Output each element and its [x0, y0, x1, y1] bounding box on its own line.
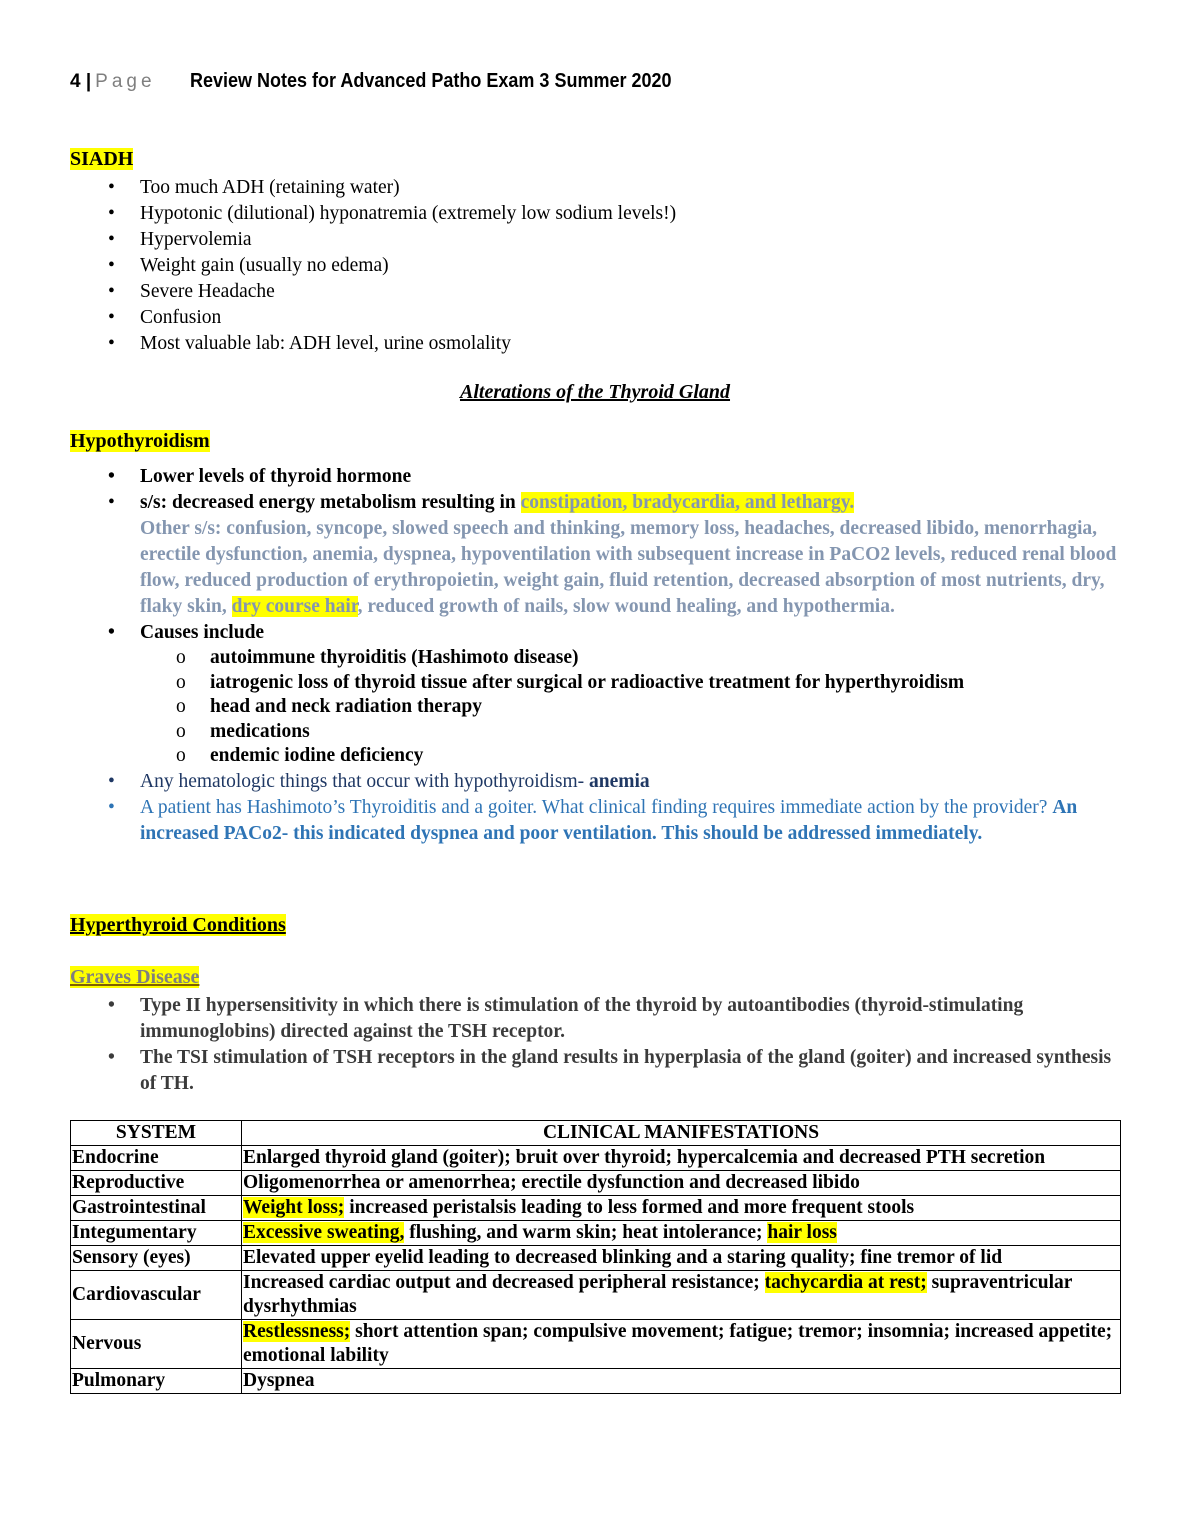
list-item: o autoimmune thyroiditis (Hashimoto disease) [140, 646, 1130, 671]
siadh-heading: SIADH [70, 148, 134, 170]
list-item: o head and neck radiation therapy [140, 695, 1130, 720]
system-cell: Sensory (eyes) [71, 1246, 242, 1271]
list-item: • Too much ADH (retaining water) [70, 175, 1130, 201]
list-item: • Confusion [70, 305, 1130, 331]
system-cell: Cardiovascular [71, 1271, 242, 1320]
system-cell: Integumentary [71, 1221, 242, 1246]
system-cell: Endocrine [71, 1146, 242, 1171]
page-header [70, 70, 725, 100]
list-item: • s/s: decreased energy metabolism resulting in constipation, bradycardia, and lethargy. Other s/s: confusion, syncope, slowed speech and thinking, memory loss, headaches, decreased libido, menorrhagia, erectile dysfunction, anemia, dyspnea, hypoventilation with subsequent increase in PaCO2 levels, reduced renal blood flow, reduced production of erythropoietin, weight gain, fluid retention, decreased absorption of most nutrients, dry, flaky skin, dry course hair, reduced growth of nails, slow wound healing, and hypothermia. [70, 490, 1130, 620]
manifestation-cell: Oligomenorrhea or amenorrhea; erectile dysfunction and decreased libido [242, 1171, 1121, 1196]
list-item: o iatrogenic loss of thyroid tissue after surgical or radioactive treatment for hyperthyroidism [140, 671, 1130, 696]
hypothyroidism-heading: Hypothyroidism [70, 430, 210, 452]
list-item: • Hypervolemia [70, 227, 1130, 253]
hypothyroidism-list [70, 464, 1130, 847]
graves-list [70, 993, 1130, 1097]
list-item: • Severe Headache [70, 279, 1130, 305]
manifestation-cell: Enlarged thyroid gland (goiter); bruit over thyroid; hypercalcemia and decreased PTH secretion [242, 1146, 1121, 1171]
manifestation-cell: Weight loss; increased peristalsis leading to less formed and more frequent stools [242, 1196, 1121, 1221]
manifestation-cell: Restlessness; short attention span; compulsive movement; fatigue; tremor; insomnia; increased appetite; emotional lability [242, 1320, 1121, 1369]
table-row [71, 1171, 1121, 1196]
table-row [71, 1246, 1121, 1271]
list-item: • Causes include o autoimmune thyroiditis (Hashimoto disease) o iatrogenic loss of thyroid tissue after surgical or radioactive treatment for hyperthyroidism o head and neck radiation therapy o medications o endemic iodine deficiency [70, 620, 1130, 769]
system-cell: Pulmonary [71, 1369, 242, 1394]
table-row [71, 1320, 1121, 1369]
table-row [71, 1196, 1121, 1221]
system-cell: Gastrointestinal [71, 1196, 242, 1221]
list-item: • The TSI stimulation of TSH receptors in the gland results in hyperplasia of the gland (goiter) and increased synthesis of TH. [70, 1045, 1130, 1097]
manifestation-cell: Dyspnea [242, 1369, 1121, 1394]
manifestation-cell: Increased cardiac output and decreased peripheral resistance; tachycardia at rest; supraventricular dysrhythmias [242, 1271, 1121, 1320]
siadh-list [70, 175, 1130, 357]
list-item: • Hypotonic (dilutional) hyponatremia (extremely low sodium levels!) [70, 201, 1130, 227]
manifestation-cell: Elevated upper eyelid leading to decreased blinking and a staring quality; fine tremor of lid [242, 1246, 1121, 1271]
manifestations-table [70, 1120, 1121, 1394]
list-item: • Lower levels of thyroid hormone [70, 464, 1130, 490]
system-cell: Reproductive [71, 1171, 242, 1196]
table-row [71, 1369, 1121, 1394]
graves-heading: Graves Disease [70, 966, 200, 988]
list-item: • Weight gain (usually no edema) [70, 253, 1130, 279]
list-item: • Most valuable lab: ADH level, urine osmolality [70, 331, 1130, 357]
list-item: o endemic iodine deficiency [140, 744, 1130, 769]
page-number: 4 | [70, 71, 92, 92]
section-title: Alterations of the Thyroid Gland [459, 381, 731, 403]
table-row [71, 1221, 1121, 1246]
table-header-row [71, 1121, 1121, 1146]
list-item: • Any hematologic things that occur with hypothyroidism- anemia [70, 769, 1130, 795]
list-item: • A patient has Hashimoto’s Thyroiditis and a goiter. What clinical finding requires immediate action by the provider? An increased PACo2- this indicated dyspnea and poor ventilation. This should be addressed immediately. [70, 795, 1130, 847]
document-title: Review Notes for Advanced Patho Exam 3 Summer 2020 [189, 70, 672, 92]
list-item: • Type II hypersensitivity in which there is stimulation of the thyroid by autoantibodies (thyroid-stimulating immunoglobins) directed against the TSH receptor. [70, 993, 1130, 1045]
table-row [71, 1146, 1121, 1171]
hyperthyroid-heading: Hyperthyroid Conditions [70, 914, 286, 936]
causes-list [140, 646, 1130, 769]
page-label: Page [95, 71, 156, 92]
table-row [71, 1271, 1121, 1320]
list-item: o medications [140, 720, 1130, 745]
system-cell: Nervous [71, 1320, 242, 1369]
column-header-system: SYSTEM [71, 1121, 242, 1146]
column-header-manifestations: CLINICAL MANIFESTATIONS [242, 1121, 1121, 1146]
manifestation-cell: Excessive sweating, flushing, and warm skin; heat intolerance; hair loss [242, 1221, 1121, 1246]
